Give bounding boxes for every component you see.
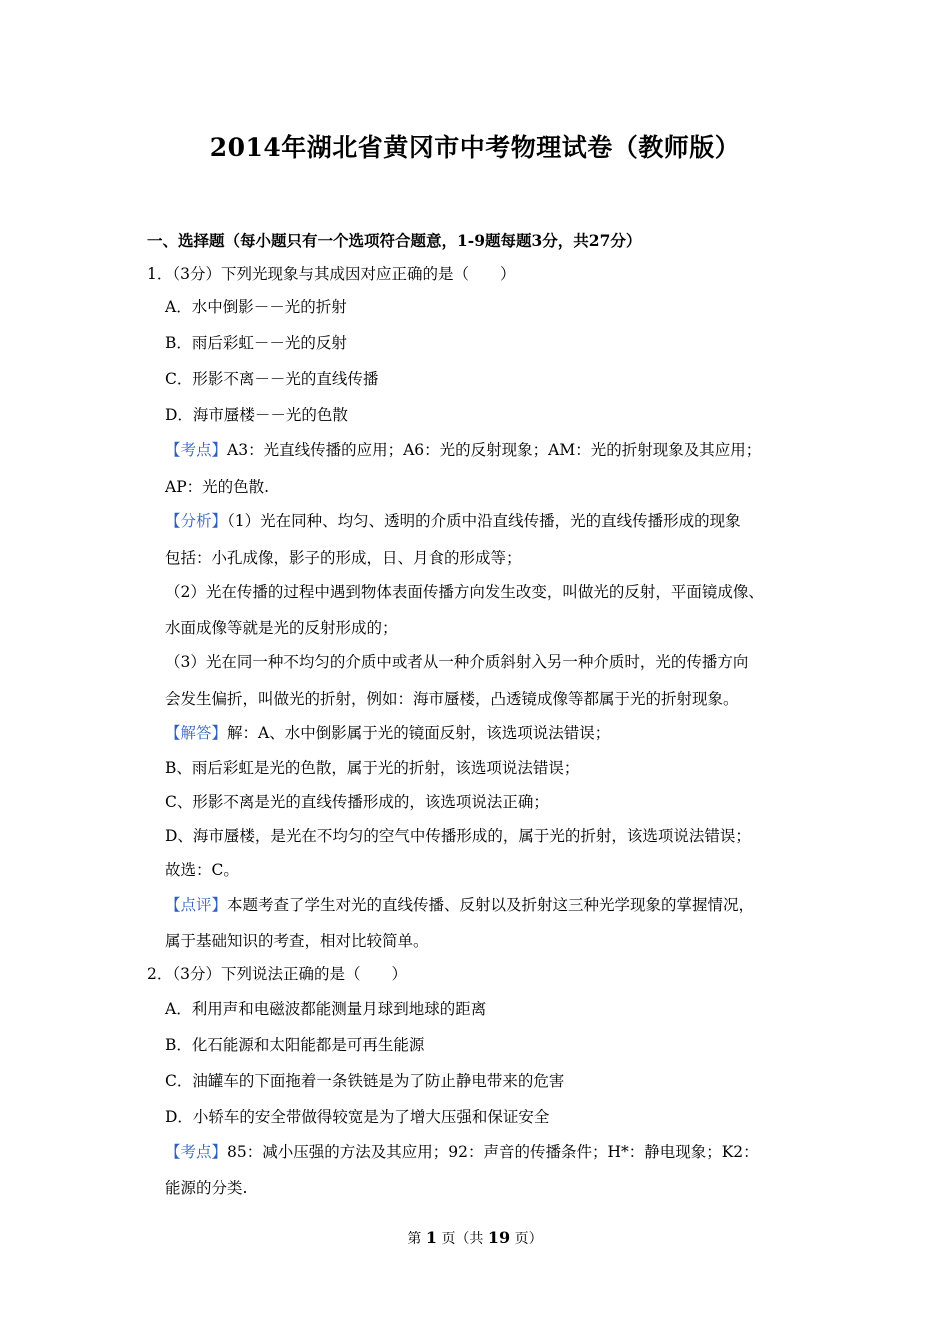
q1-jieda-text-3: C、形影不离是光的直线传播形成的，该选项说法正确； [165,793,549,811]
q1-kaodian-text-1: A3：光直线传播的应用；A6：光的反射现象；AM：光的折射现象及其应用； [227,441,762,459]
q1-fenxi-text-3: （2）光在传播的过程中遇到物体表面传播方向发生改变，叫做光的反射，平面镜成像、 [165,583,764,601]
q1-dianping [165,894,754,916]
q1-jieda-text-5: 故选：C。 [165,861,239,879]
section-heading: 一、选择题（每小题只有一个选项符合题意，1-9题每题3分，共27分） [147,231,642,250]
q1-option-c: C．形影不离－－光的直线传播 [165,370,379,388]
q1-fenxi-text-4: 水面成像等就是光的反射形成的； [165,619,398,637]
q1-fenxi [165,510,741,532]
q2-option-c: C．油罐车的下面拖着一条铁链是为了防止静电带来的危害 [165,1072,565,1090]
q1-fenxi-text-1: （1）光在同种、均匀、透明的介质中沿直线传播，光的直线传播形成的现象 [227,512,741,530]
q1-stem: 1．（3分）下列光现象与其成因对应正确的是（ ） [147,265,516,283]
fenxi-tag: 【分析】 [165,512,228,530]
q1-fenxi-text-5: （3）光在同一种不均匀的介质中或者从一种介质斜射入另一种介质时，光的传播方向 [165,653,749,671]
q1-option-b: B．雨后彩虹－－光的反射 [165,334,347,352]
footer-suffix: 页） [514,1231,543,1247]
q1-jieda-text-4: D、海市蜃楼，是光在不均匀的空气中传播形成的，属于光的折射，该选项说法错误； [165,827,751,845]
kaodian-tag: 【考点】 [165,1143,228,1161]
page-number: 1 [425,1228,437,1247]
page-total: 19 [487,1228,511,1247]
footer-prefix: 第 [407,1231,422,1247]
q1-fenxi-text-6: 会发生偏折，叫做光的折射，例如：海市蜃楼，凸透镜成像等都属于光的折射现象。 [165,690,739,708]
q2-option-a: A．利用声和电磁波都能测量月球到地球的距离 [165,1000,487,1018]
document-title: 2014年湖北省黄冈市中考物理试卷（教师版） [209,133,741,162]
q1-option-d: D．海市蜃楼－－光的色散 [165,406,348,424]
dianping-tag: 【点评】 [165,896,228,914]
q2-option-b: B．化石能源和太阳能都是可再生能源 [165,1036,425,1054]
q2-kaodian-text-2: 能源的分类. [165,1179,248,1197]
q1-jieda-text-1: 解：A、水中倒影属于光的镜面反射，该选项说法错误； [227,724,611,742]
q2-stem: 2．（3分）下列说法正确的是（ ） [147,965,407,983]
q1-jieda [165,722,610,744]
footer-mid: 页（共 [441,1231,484,1247]
q2-kaodian [165,1141,759,1163]
q1-kaodian-text-2: AP：光的色散. [165,478,270,496]
q1-jieda-text-2: B、雨后彩虹是光的色散，属于光的折射，该选项说法错误； [165,759,580,777]
jieda-tag: 【解答】 [165,724,228,742]
page-footer [0,1228,950,1248]
q1-kaodian [165,439,761,461]
q2-option-d: D．小轿车的安全带做得较宽是为了增大压强和保证安全 [165,1108,550,1126]
q1-dianping-text-1: 本题考查了学生对光的直线传播、反射以及折射这三种光学现象的掌握情况， [227,896,755,914]
q1-dianping-text-2: 属于基础知识的考查，相对比较简单。 [165,932,429,950]
q1-fenxi-text-2: 包括：小孔成像，影子的形成，日、月食的形成等； [165,549,522,567]
kaodian-tag: 【考点】 [165,441,228,459]
q1-option-a: A．水中倒影－－光的折射 [165,298,347,316]
q2-kaodian-text-1: 85：减小压强的方法及其应用；92：声音的传播条件；H*：静电现象；K2： [227,1143,759,1161]
